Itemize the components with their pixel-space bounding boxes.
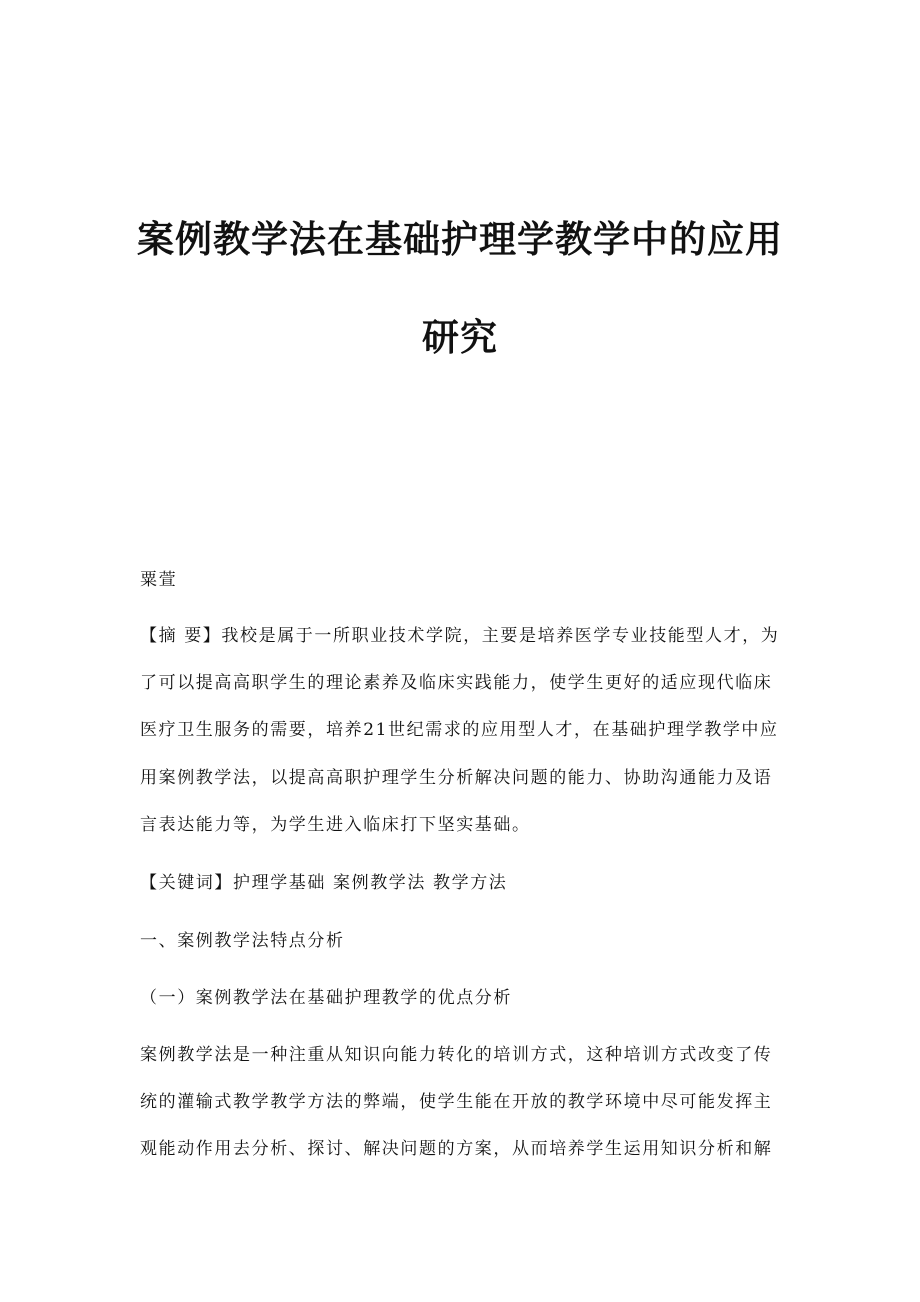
keywords-line: 【关键词】护理学基础 案例教学法 教学方法 <box>140 873 508 893</box>
document-title-line-2: 研究 <box>422 316 498 359</box>
subsection-heading: （一）案例教学法在基础护理教学的优点分析 <box>140 988 512 1008</box>
document-title-line-1: 案例教学法在基础护理学教学中的应用 <box>137 218 783 261</box>
abstract-line: 【摘 要】我校是属于一所职业技术学院，主要是培养医学专业技能型人才，为 <box>140 626 780 646</box>
abstract-line: 医疗卫生服务的需要，培养21世纪需求的应用型人才，在基础护理学教学中应 <box>140 720 779 740</box>
paragraph-line: 案例教学法是一种注重从知识向能力转化的培训方式，这种培训方式改变了传 <box>140 1045 773 1065</box>
author-name: 粟萱 <box>140 570 178 590</box>
paragraph-line: 观能动作用去分析、探讨、解决问题的方案，从而培养学生运用知识分析和解 <box>140 1139 773 1159</box>
section-heading: 一、案例教学法特点分析 <box>140 931 345 951</box>
paragraph-line: 统的灌输式教学教学方法的弊端，使学生能在开放的教学环境中尽可能发挥主 <box>140 1092 773 1112</box>
abstract-line: 言表达能力等，为学生进入临床打下坚实基础。 <box>140 815 531 835</box>
abstract-line: 了可以提高高职学生的理论素养及临床实践能力，使学生更好的适应现代临床 <box>140 673 773 693</box>
abstract-line: 用案例教学法，以提高高职护理学生分析解决问题的能力、协助沟通能力及语 <box>140 768 773 788</box>
